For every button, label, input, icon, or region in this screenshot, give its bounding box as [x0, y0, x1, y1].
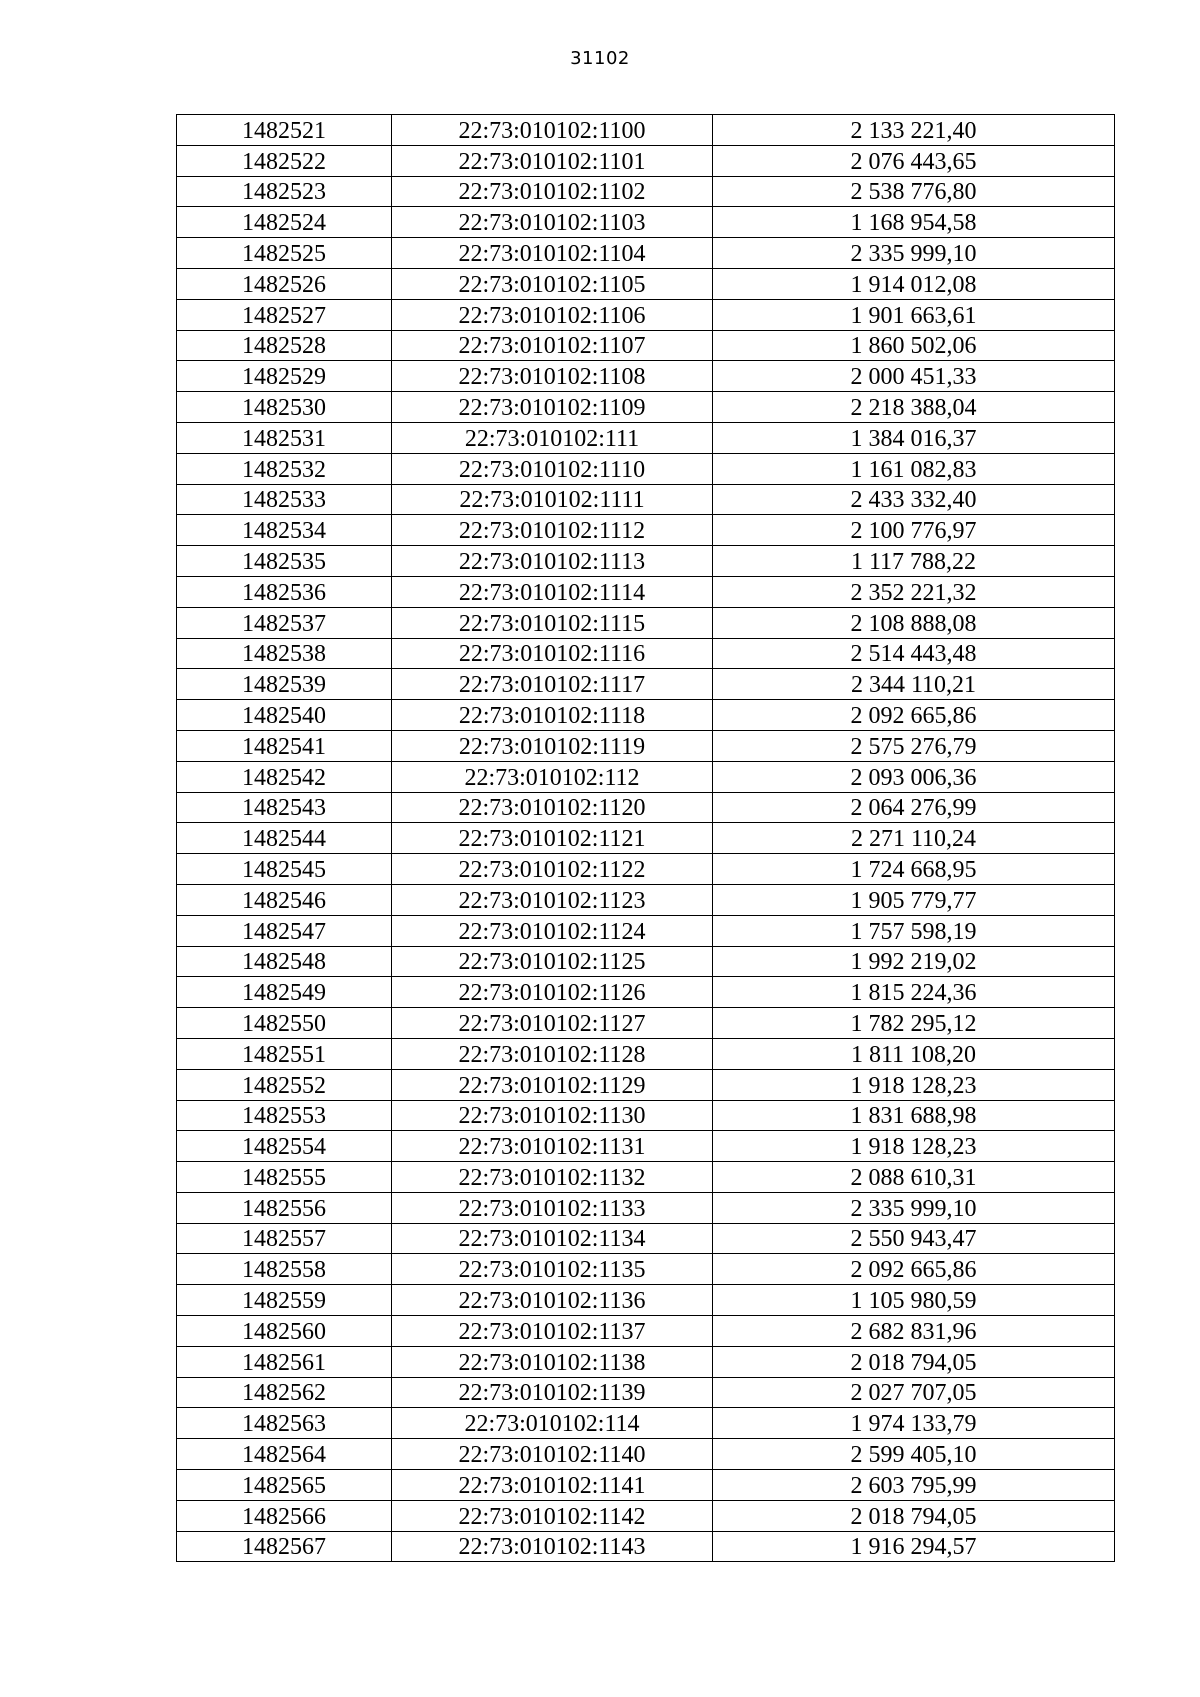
table-row	[177, 1223, 1115, 1254]
row-number-cell: 1482550	[177, 1008, 392, 1039]
table-row	[177, 1131, 1115, 1162]
cadastral-number-cell: 22:73:010102:1141	[392, 1470, 713, 1501]
cadastral-value-cell: 2 433 332,40	[713, 484, 1115, 515]
row-number-cell: 1482551	[177, 1038, 392, 1069]
row-number-cell: 1482542	[177, 761, 392, 792]
cadastral-value-cell: 2 064 276,99	[713, 792, 1115, 823]
table-row	[177, 915, 1115, 946]
cadastral-number-cell: 22:73:010102:1113	[392, 546, 713, 577]
cadastral-value-cell: 1 117 788,22	[713, 546, 1115, 577]
table-row	[177, 422, 1115, 453]
cadastral-value-cell: 1 918 128,23	[713, 1131, 1115, 1162]
table-row	[177, 1470, 1115, 1501]
cadastral-value-cell: 2 550 943,47	[713, 1223, 1115, 1254]
cadastral-number-cell: 22:73:010102:1122	[392, 854, 713, 885]
table-row	[177, 207, 1115, 238]
row-number-cell: 1482538	[177, 638, 392, 669]
row-number-cell: 1482559	[177, 1285, 392, 1316]
cadastral-number-cell: 22:73:010102:1136	[392, 1285, 713, 1316]
cadastral-number-cell: 22:73:010102:1131	[392, 1131, 713, 1162]
row-number-cell: 1482563	[177, 1408, 392, 1439]
row-number-cell: 1482534	[177, 515, 392, 546]
cadastral-number-cell: 22:73:010102:1118	[392, 700, 713, 731]
table-row	[177, 607, 1115, 638]
row-number-cell: 1482554	[177, 1131, 392, 1162]
cadastral-value-cell: 2 108 888,08	[713, 607, 1115, 638]
cadastral-number-cell: 22:73:010102:1130	[392, 1100, 713, 1131]
row-number-cell: 1482541	[177, 730, 392, 761]
cadastral-number-cell: 22:73:010102:1117	[392, 669, 713, 700]
table-row	[177, 977, 1115, 1008]
page-number: 31102	[570, 48, 630, 69]
table-row	[177, 1377, 1115, 1408]
cadastral-value-cell: 1 914 012,08	[713, 268, 1115, 299]
cadastral-number-cell: 22:73:010102:1135	[392, 1254, 713, 1285]
cadastral-number-cell: 22:73:010102:1133	[392, 1192, 713, 1223]
cadastral-number-cell: 22:73:010102:114	[392, 1408, 713, 1439]
table-row	[177, 361, 1115, 392]
cadastral-value-cell: 2 133 221,40	[713, 115, 1115, 146]
cadastral-value-cell: 2 027 707,05	[713, 1377, 1115, 1408]
cadastral-value-cell: 2 335 999,10	[713, 238, 1115, 269]
cadastral-value-cell: 1 384 016,37	[713, 422, 1115, 453]
table-row	[177, 854, 1115, 885]
row-number-cell: 1482524	[177, 207, 392, 238]
table-row	[177, 546, 1115, 577]
cadastral-number-cell: 22:73:010102:1137	[392, 1316, 713, 1347]
cadastral-number-cell: 22:73:010102:1128	[392, 1038, 713, 1069]
row-number-cell: 1482522	[177, 145, 392, 176]
cadastral-number-cell: 22:73:010102:1119	[392, 730, 713, 761]
cadastral-number-cell: 22:73:010102:1123	[392, 884, 713, 915]
row-number-cell: 1482543	[177, 792, 392, 823]
cadastral-number-cell: 22:73:010102:1127	[392, 1008, 713, 1039]
cadastral-number-cell: 22:73:010102:1139	[392, 1377, 713, 1408]
table-row	[177, 1439, 1115, 1470]
table-row	[177, 299, 1115, 330]
cadastral-value-cell: 1 860 502,06	[713, 330, 1115, 361]
row-number-cell: 1482528	[177, 330, 392, 361]
table-row	[177, 484, 1115, 515]
table-row	[177, 115, 1115, 146]
table-row	[177, 823, 1115, 854]
table-row	[177, 1100, 1115, 1131]
cadastral-number-cell: 22:73:010102:1105	[392, 268, 713, 299]
cadastral-value-cell: 2 092 665,86	[713, 1254, 1115, 1285]
row-number-cell: 1482558	[177, 1254, 392, 1285]
table-row	[177, 1192, 1115, 1223]
table-row	[177, 238, 1115, 269]
row-number-cell: 1482536	[177, 576, 392, 607]
table-row	[177, 1254, 1115, 1285]
cadastral-value-cell: 1 815 224,36	[713, 977, 1115, 1008]
row-number-cell: 1482526	[177, 268, 392, 299]
cadastral-value-cell: 2 100 776,97	[713, 515, 1115, 546]
table-row	[177, 1069, 1115, 1100]
row-number-cell: 1482547	[177, 915, 392, 946]
row-number-cell: 1482535	[177, 546, 392, 577]
table-row	[177, 730, 1115, 761]
table-row	[177, 669, 1115, 700]
cadastral-value-cell: 2 682 831,96	[713, 1316, 1115, 1347]
cadastral-number-cell: 22:73:010102:1120	[392, 792, 713, 823]
cadastral-number-cell: 22:73:010102:112	[392, 761, 713, 792]
row-number-cell: 1482546	[177, 884, 392, 915]
cadastral-number-cell: 22:73:010102:1104	[392, 238, 713, 269]
cadastral-number-cell: 22:73:010102:1110	[392, 453, 713, 484]
cadastral-number-cell: 22:73:010102:1126	[392, 977, 713, 1008]
cadastral-number-cell: 22:73:010102:1103	[392, 207, 713, 238]
table-row	[177, 946, 1115, 977]
cadastral-number-cell: 22:73:010102:1112	[392, 515, 713, 546]
cadastral-number-cell: 22:73:010102:1114	[392, 576, 713, 607]
table-row	[177, 1346, 1115, 1377]
cadastral-value-cell: 2 599 405,10	[713, 1439, 1115, 1470]
table-row	[177, 761, 1115, 792]
row-number-cell: 1482564	[177, 1439, 392, 1470]
cadastral-number-cell: 22:73:010102:1107	[392, 330, 713, 361]
cadastral-number-cell: 22:73:010102:111	[392, 422, 713, 453]
cadastral-value-cell: 2 000 451,33	[713, 361, 1115, 392]
row-number-cell: 1482544	[177, 823, 392, 854]
cadastral-value-cell: 1 992 219,02	[713, 946, 1115, 977]
table-row	[177, 1008, 1115, 1039]
table-row	[177, 700, 1115, 731]
cadastral-value-cell: 1 901 663,61	[713, 299, 1115, 330]
row-number-cell: 1482529	[177, 361, 392, 392]
cadastral-value-cell: 2 603 795,99	[713, 1470, 1115, 1501]
row-number-cell: 1482562	[177, 1377, 392, 1408]
row-number-cell: 1482533	[177, 484, 392, 515]
row-number-cell: 1482521	[177, 115, 392, 146]
table-row	[177, 1162, 1115, 1193]
table-body	[177, 115, 1115, 1562]
cadastral-number-cell: 22:73:010102:1102	[392, 176, 713, 207]
cadastral-value-cell: 1 757 598,19	[713, 915, 1115, 946]
table-row	[177, 792, 1115, 823]
row-number-cell: 1482549	[177, 977, 392, 1008]
cadastral-number-cell: 22:73:010102:1142	[392, 1500, 713, 1531]
row-number-cell: 1482566	[177, 1500, 392, 1531]
cadastral-value-cell: 2 093 006,36	[713, 761, 1115, 792]
cadastral-value-cell: 2 018 794,05	[713, 1346, 1115, 1377]
cadastral-value-cell: 1 782 295,12	[713, 1008, 1115, 1039]
row-number-cell: 1482560	[177, 1316, 392, 1347]
row-number-cell: 1482557	[177, 1223, 392, 1254]
data-table	[176, 114, 1115, 1562]
row-number-cell: 1482539	[177, 669, 392, 700]
row-number-cell: 1482548	[177, 946, 392, 977]
row-number-cell: 1482527	[177, 299, 392, 330]
cadastral-value-cell: 1 918 128,23	[713, 1069, 1115, 1100]
cadastral-number-cell: 22:73:010102:1108	[392, 361, 713, 392]
cadastral-number-cell: 22:73:010102:1124	[392, 915, 713, 946]
cadastral-value-cell: 1 811 108,20	[713, 1038, 1115, 1069]
row-number-cell: 1482531	[177, 422, 392, 453]
table-row	[177, 1038, 1115, 1069]
cadastral-value-cell: 2 018 794,05	[713, 1500, 1115, 1531]
cadastral-number-cell: 22:73:010102:1125	[392, 946, 713, 977]
cadastral-value-cell: 2 088 610,31	[713, 1162, 1115, 1193]
row-number-cell: 1482556	[177, 1192, 392, 1223]
row-number-cell: 1482532	[177, 453, 392, 484]
row-number-cell: 1482523	[177, 176, 392, 207]
cadastral-number-cell: 22:73:010102:1116	[392, 638, 713, 669]
cadastral-number-cell: 22:73:010102:1101	[392, 145, 713, 176]
cadastral-value-cell: 2 514 443,48	[713, 638, 1115, 669]
cadastral-value-cell: 1 161 082,83	[713, 453, 1115, 484]
cadastral-value-cell: 2 076 443,65	[713, 145, 1115, 176]
table-row	[177, 1285, 1115, 1316]
row-number-cell: 1482530	[177, 392, 392, 423]
cadastral-value-cell: 1 831 688,98	[713, 1100, 1115, 1131]
table-row	[177, 1500, 1115, 1531]
cadastral-value-cell: 2 538 776,80	[713, 176, 1115, 207]
table-row	[177, 176, 1115, 207]
cadastral-number-cell: 22:73:010102:1115	[392, 607, 713, 638]
table-row	[177, 515, 1115, 546]
cadastral-number-cell: 22:73:010102:1100	[392, 115, 713, 146]
row-number-cell: 1482525	[177, 238, 392, 269]
cadastral-number-cell: 22:73:010102:1129	[392, 1069, 713, 1100]
row-number-cell: 1482561	[177, 1346, 392, 1377]
cadastral-value-cell: 2 344 110,21	[713, 669, 1115, 700]
row-number-cell: 1482553	[177, 1100, 392, 1131]
row-number-cell: 1482537	[177, 607, 392, 638]
cadastral-value-cell: 1 905 779,77	[713, 884, 1115, 915]
row-number-cell: 1482565	[177, 1470, 392, 1501]
cadastral-value-cell: 2 092 665,86	[713, 700, 1115, 731]
row-number-cell: 1482567	[177, 1531, 392, 1562]
cadastral-value-cell: 2 271 110,24	[713, 823, 1115, 854]
cadastral-number-cell: 22:73:010102:1121	[392, 823, 713, 854]
cadastral-value-cell: 1 916 294,57	[713, 1531, 1115, 1562]
table-row	[177, 576, 1115, 607]
cadastral-value-cell: 1 105 980,59	[713, 1285, 1115, 1316]
row-number-cell: 1482552	[177, 1069, 392, 1100]
cadastral-value-cell: 2 218 388,04	[713, 392, 1115, 423]
cadastral-number-cell: 22:73:010102:1132	[392, 1162, 713, 1193]
row-number-cell: 1482545	[177, 854, 392, 885]
cadastral-value-cell: 2 352 221,32	[713, 576, 1115, 607]
cadastral-value-cell: 1 974 133,79	[713, 1408, 1115, 1439]
row-number-cell: 1482540	[177, 700, 392, 731]
cadastral-value-cell: 1 168 954,58	[713, 207, 1115, 238]
table-row	[177, 330, 1115, 361]
cadastral-value-cell: 2 335 999,10	[713, 1192, 1115, 1223]
cadastral-number-cell: 22:73:010102:1134	[392, 1223, 713, 1254]
table-row	[177, 884, 1115, 915]
cadastral-value-cell: 2 575 276,79	[713, 730, 1115, 761]
cadastral-number-cell: 22:73:010102:1143	[392, 1531, 713, 1562]
table-row	[177, 638, 1115, 669]
table-row	[177, 453, 1115, 484]
table-row	[177, 1531, 1115, 1562]
cadastral-number-cell: 22:73:010102:1109	[392, 392, 713, 423]
table-row	[177, 145, 1115, 176]
row-number-cell: 1482555	[177, 1162, 392, 1193]
table-row	[177, 392, 1115, 423]
cadastral-number-cell: 22:73:010102:1106	[392, 299, 713, 330]
cadastral-number-cell: 22:73:010102:1111	[392, 484, 713, 515]
table-row	[177, 1408, 1115, 1439]
table-row	[177, 268, 1115, 299]
cadastral-number-cell: 22:73:010102:1138	[392, 1346, 713, 1377]
cadastral-number-cell: 22:73:010102:1140	[392, 1439, 713, 1470]
cadastral-value-cell: 1 724 668,95	[713, 854, 1115, 885]
table-row	[177, 1316, 1115, 1347]
